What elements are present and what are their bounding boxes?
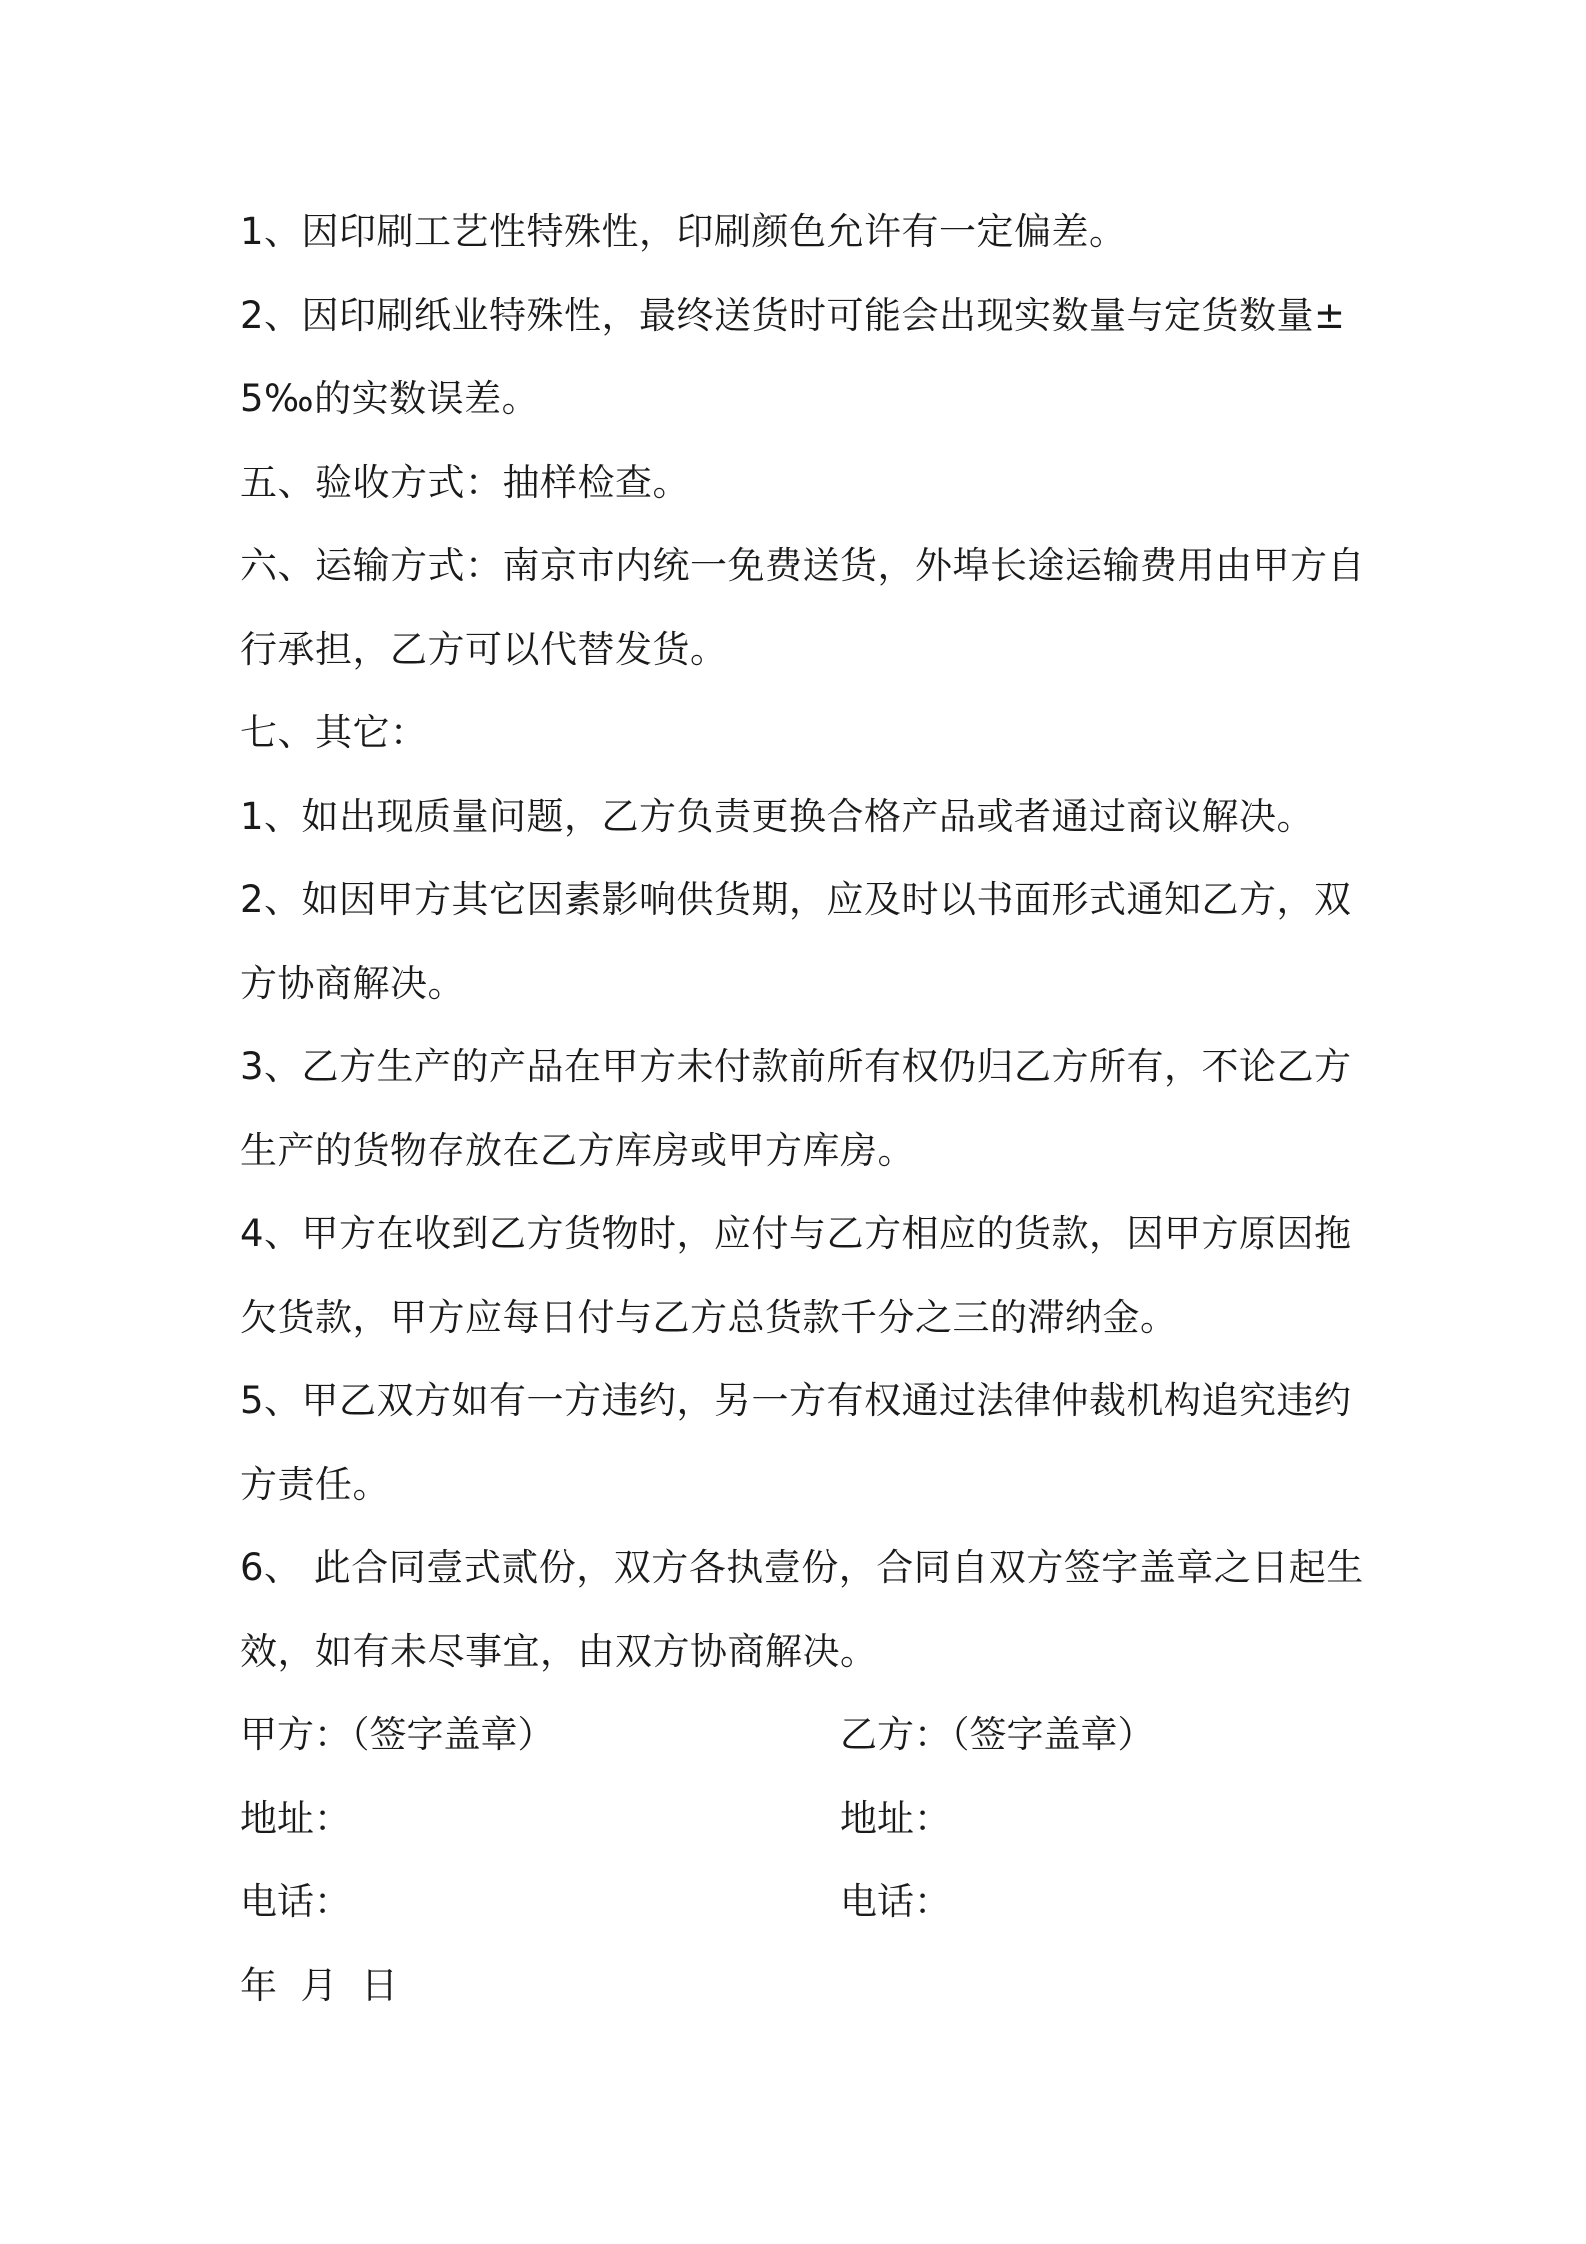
clause-line: 行承担，乙方可以代替发货。 <box>240 627 728 671</box>
clause-line: 5、甲乙双方如有一方违约，另一方有权通过法律仲裁机构追究违约 <box>240 1379 1352 1422</box>
phone-row <box>240 1860 1360 1944</box>
date-label: 年 月 日 <box>240 1963 399 2007</box>
party-a-phone-label: 电话： <box>240 1880 351 1923</box>
party-b-phone-label: 电话： <box>840 1880 951 1923</box>
party-b-signature-label: 乙方：（签字盖章） <box>840 1713 1155 1756</box>
clause-line: 方责任。 <box>240 1462 390 1506</box>
address-row <box>240 1777 1360 1861</box>
clause-line: 6、 此合同壹式贰份，双方各执壹份，合同自双方签字盖章之日起生 <box>240 1546 1364 1589</box>
section-heading-acceptance: 五、验收方式：抽样检查。 <box>240 460 690 504</box>
clause-line: 1、如出现质量问题，乙方负责更换合格产品或者通过商议解决。 <box>240 794 1315 838</box>
clause-line: 方协商解决。 <box>240 961 465 1005</box>
clause-line: 1、因印刷工艺性特殊性，印刷颜色允许有一定偏差。 <box>240 210 1127 253</box>
clause-line: 2、因印刷纸业特殊性，最终送货时可能会出现实数量与定货数量± <box>240 293 1346 337</box>
clause-line: 4、甲方在收到乙方货物时，应付与乙方相应的货款，因甲方原因拖 <box>240 1212 1352 1255</box>
clause-line: 欠货款，甲方应每日付与乙方总货款千分之三的滞纳金。 <box>240 1295 1178 1339</box>
party-a-address-label: 地址： <box>240 1796 351 1840</box>
clause-line: 2、如因甲方其它因素影响供货期，应及时以书面形式通知乙方，双 <box>240 878 1352 921</box>
clause-line: 5‰的实数误差。 <box>240 377 540 420</box>
section-heading-other: 七、其它： <box>240 711 428 754</box>
clause-line: 3、乙方生产的产品在甲方未付款前所有权仍归乙方所有，不论乙方 <box>240 1045 1352 1088</box>
section-heading-transport: 六、运输方式：南京市内统一免费送货，外埠长途运输费用由甲方自 <box>240 544 1365 587</box>
date-row <box>240 1944 1360 2028</box>
party-a-signature-label: 甲方：（签字盖章） <box>240 1713 555 1756</box>
contract-body <box>240 190 1365 2027</box>
clause-line: 生产的货物存放在乙方库房或甲方库房。 <box>240 1128 915 1172</box>
party-b-address-label: 地址： <box>840 1796 951 1840</box>
signature-row <box>240 1693 1360 1777</box>
clause-line: 效，如有未尽事宜，由双方协商解决。 <box>240 1629 878 1673</box>
